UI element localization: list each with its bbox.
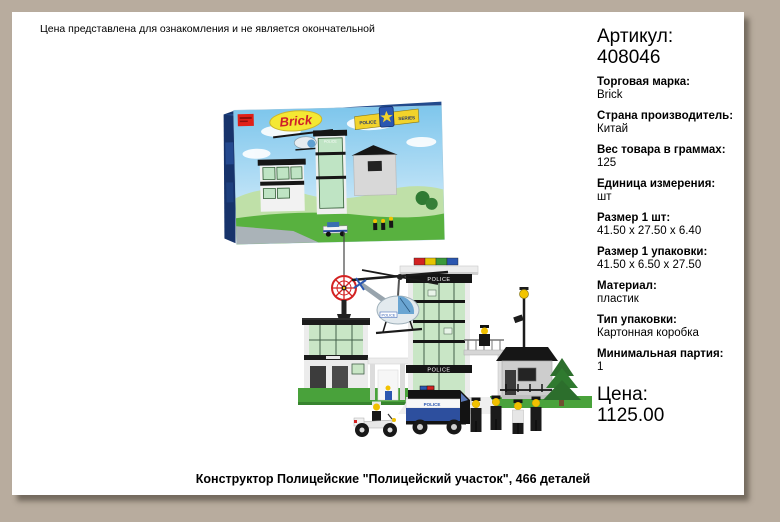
price-block: [597, 384, 747, 426]
attribute-row: [597, 314, 747, 340]
guard-house: [496, 347, 558, 399]
entrance-gate: [368, 358, 410, 400]
balcony-officer: [479, 325, 490, 346]
price-value: 1125.00: [597, 405, 665, 426]
product-info-panel: [597, 26, 747, 426]
attribute-label: Торговая марка:: [597, 76, 690, 88]
box-side-art: [225, 142, 233, 164]
attribute-label: Минимальная партия:: [597, 348, 724, 360]
lamp-light: [520, 290, 529, 299]
left-building: [302, 318, 370, 388]
price-label: Цена:: [597, 384, 648, 405]
article-value: 408046: [597, 47, 661, 68]
gate-figure: [386, 386, 391, 391]
svg-text:POLICE: POLICE: [323, 139, 337, 144]
product-title: Конструктор Полицейские "Полицейский участок", 466 деталей: [195, 472, 591, 486]
attribute-label: Тип упаковки:: [597, 314, 677, 326]
attribute-value: 41.50 x 27.50 x 6.40: [597, 225, 702, 237]
product-box-photo: [222, 100, 448, 248]
attribute-label: Материал:: [597, 280, 657, 292]
attribute-label: Размер 1 шт:: [597, 212, 671, 224]
tower-sign-mid: POLICE: [427, 367, 451, 374]
svg-text:SERIES: SERIES: [398, 115, 416, 122]
camera: [513, 314, 524, 323]
attribute-value: шт: [597, 191, 612, 203]
attribute-value: Brick: [597, 89, 623, 101]
attribute-row: [597, 246, 747, 272]
attribute-list: [597, 76, 747, 374]
attribute-row: [597, 110, 747, 136]
attribute-row: [597, 76, 747, 102]
heliport-beacon: [414, 258, 458, 265]
price-disclaimer: Цена представлена для ознакомления и не является окончательной: [40, 23, 375, 35]
attribute-label: Единица измерения:: [597, 178, 716, 190]
svg-text:POLICE: POLICE: [359, 119, 377, 126]
attribute-value: пластик: [597, 293, 639, 305]
model-illustration: [296, 230, 594, 462]
attribute-row: [597, 280, 747, 306]
antenna-mast: [332, 232, 356, 320]
product-model-photo: [296, 230, 594, 462]
article-label: Артикул:: [597, 26, 674, 47]
red-corner-sticker: [238, 114, 254, 126]
tower-sign-top: POLICE: [427, 277, 451, 283]
attribute-row: [597, 212, 747, 238]
attribute-value: Китай: [597, 123, 629, 135]
attribute-value: 1: [597, 361, 604, 373]
product-card-page: [12, 12, 744, 495]
svg-text:Brick: Brick: [279, 112, 313, 130]
attribute-row: [597, 348, 747, 374]
helicopter-sign: POLICE: [381, 313, 396, 318]
attribute-label: Вес товара в граммах:: [597, 144, 726, 156]
box-illustration: [222, 100, 448, 248]
attribute-label: Размер 1 упаковки:: [597, 246, 708, 258]
van-sign: POLICE: [423, 402, 441, 407]
lamp-mast: [513, 287, 528, 352]
attribute-row: [597, 178, 747, 204]
attribute-row: [597, 144, 747, 170]
police-van: [406, 386, 470, 435]
attribute-value: 125: [597, 157, 617, 169]
attribute-label: Страна производитель:: [597, 110, 734, 122]
attribute-value: 41.50 x 6.50 x 27.50: [597, 259, 702, 271]
attribute-value: Картонная коробка: [597, 327, 699, 339]
police-motorcycle: [354, 402, 397, 438]
